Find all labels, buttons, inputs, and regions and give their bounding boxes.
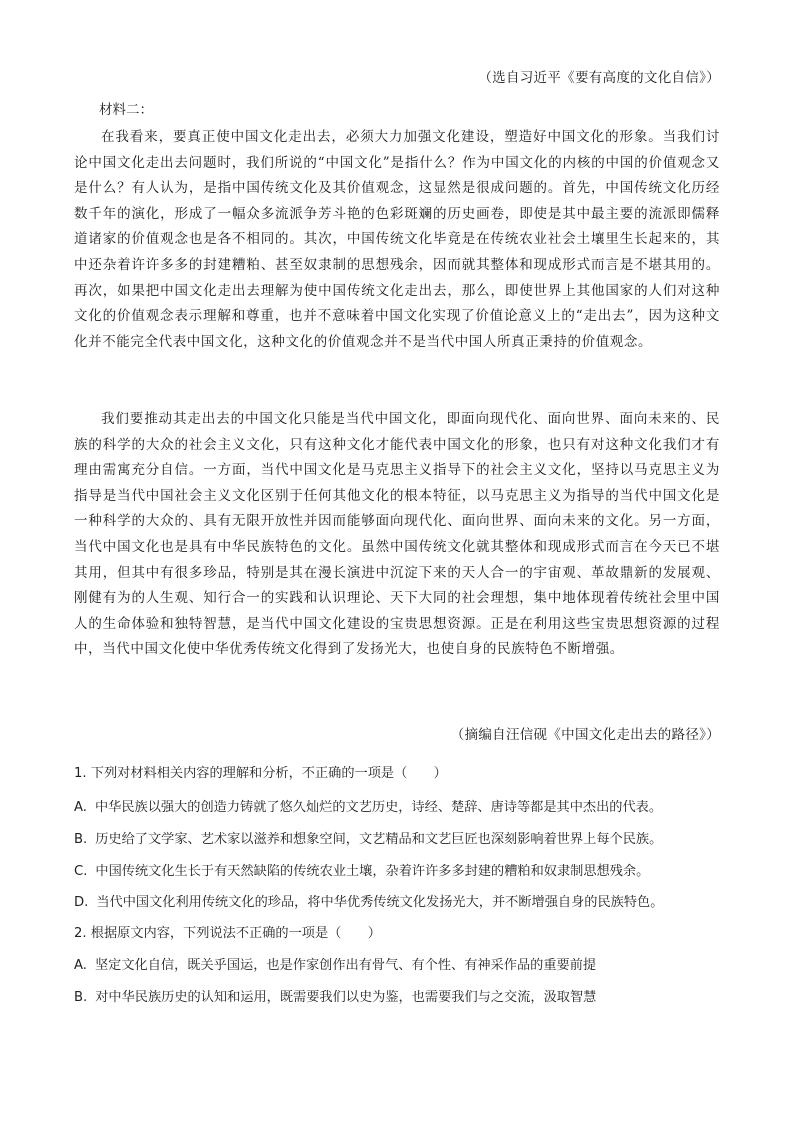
option-text: 对中华民族历史的认知和运用，既需要我们以史为鉴，也需要我们与之交流，汲取智慧 (95, 990, 597, 1005)
option-text: 坚定文化自信，既关乎国运，也是作家创作出有骨气、有个性、有神采作品的重要前提 (94, 958, 597, 973)
option-letter: A. (74, 800, 87, 815)
option-letter: A. (74, 958, 87, 973)
option-letter: B. (74, 832, 88, 847)
material2-source: （摘编自汪信砚《中国文化走出去的路径》） (450, 727, 720, 743)
material1-source: （选自习近平《要有高度的文化自信》） (478, 70, 720, 86)
material2-paragraph: 在我看来，要真正使中国文化走出去，必须大力加强文化建设，塑造好中国文化的形象。当我们讨论中国文化走出去问题时，我们所说的“中国文化”是指什么？作为中国文化的内核的中国的价值观念又是什么？有人认为，是指中国传统文化及其价值观念，这显然是很成问题的。首先，中国传统文化历经数千年的演化，形成了一幅众多流派争芳斗艳的色彩斑斓的历史画卷，即使是其中最主要的流派即儒释道诸家的价值观念也是各不相同的。其次，中国传统文化毕竟是在传统农业社会土壤里生长起来的，其中还杂着许许多多的封建糟粕、甚至奴隶制的思想残余，因而就其整体和现成形式而言是不堪其用的。再次，如果把中国文化走出去理解为使中国传统文化走出去，那么，即使世界上其他国家的人们对这种文化的价值观念表示理解和尊重，也并不意味着中国文化实现了价值论意义上的“走出去”，因为这种文化并不能完全代表中国文化，这种文化的价值观念并不是当代中国人所真正秉持的价值观念。 (74, 129, 720, 350)
option-text: 当代中国文化利用传统文化的珍品，将中华优秀传统文化发扬光大，并不断增强自身的民族特色。 (96, 895, 664, 910)
question-option (74, 891, 663, 910)
question-option (74, 986, 596, 1005)
question-option (74, 954, 596, 973)
question-option (74, 796, 662, 815)
option-letter: B. (74, 990, 88, 1005)
question-option (74, 828, 662, 847)
material2-label: 材料二： (99, 102, 153, 118)
question-stem: 1. 下列对材料相关内容的理解和分析，不正确的一项是（ ） (74, 766, 447, 781)
option-letter: D. (74, 895, 89, 910)
option-text: 中华民族以强大的创造力铸就了悠久灿烂的文艺历史，诗经、楚辞、唐诗等都是其中杰出的代表。 (94, 800, 663, 815)
option-text: 历史给了文学家、艺术家以滋养和想象空间，文艺精品和文艺巨匠也深刻影响着世界上每个民族。 (95, 832, 663, 847)
question-option (74, 860, 649, 879)
material2-paragraph: 我们要推动其走出去的中国文化只能是当代中国文化，即面向现代化、面向世界、面向未来的、民族的科学的大众的社会主义文化，只有这种文化才能代表中国文化的形象，也只有对这种文化我们才有理由需寓充分自信。一方面，当代中国文化是马克思主义指导下的社会主义文化，坚持以马克思主义为指导是当代中国社会主义文化区别于任何其他文化的根本特征，以马克思主义为指导的当代中国文化是一种科学的大众的、具有无限开放性并因而能够面向现代化、面向世界、面向未来的文化。另一方面，当代中国文化也是具有中华民族特色的文化。虽然中国传统文化就其整体和现成形式而言在今天已不堪其用，但其中有很多珍品，特别是其在漫长演进中沉淀下来的天人合一的宇宙观、革故鼎新的发展观、刚健有为的人生观、知行合一的实践和认识理论、天下大同的社会理想，集中地体现着传统社会里中国人的生命体验和独特智慧，是当代中国文化建设的宝贵思想资源。正是在利用这些宝贵思想资源的过程中，当代中国文化使中华优秀传统文化得到了发扬光大，也使自身的民族特色不断增强。 (74, 411, 720, 658)
option-text: 中国传统文化生长于有天然缺陷的传统农业土壤，杂着许许多多封建的糟粕和奴隶制思想残余。 (95, 864, 650, 879)
option-letter: C. (74, 864, 88, 879)
question-stem: 2. 根据原文内容，下列说法不正确的一项是（ ） (74, 926, 381, 941)
